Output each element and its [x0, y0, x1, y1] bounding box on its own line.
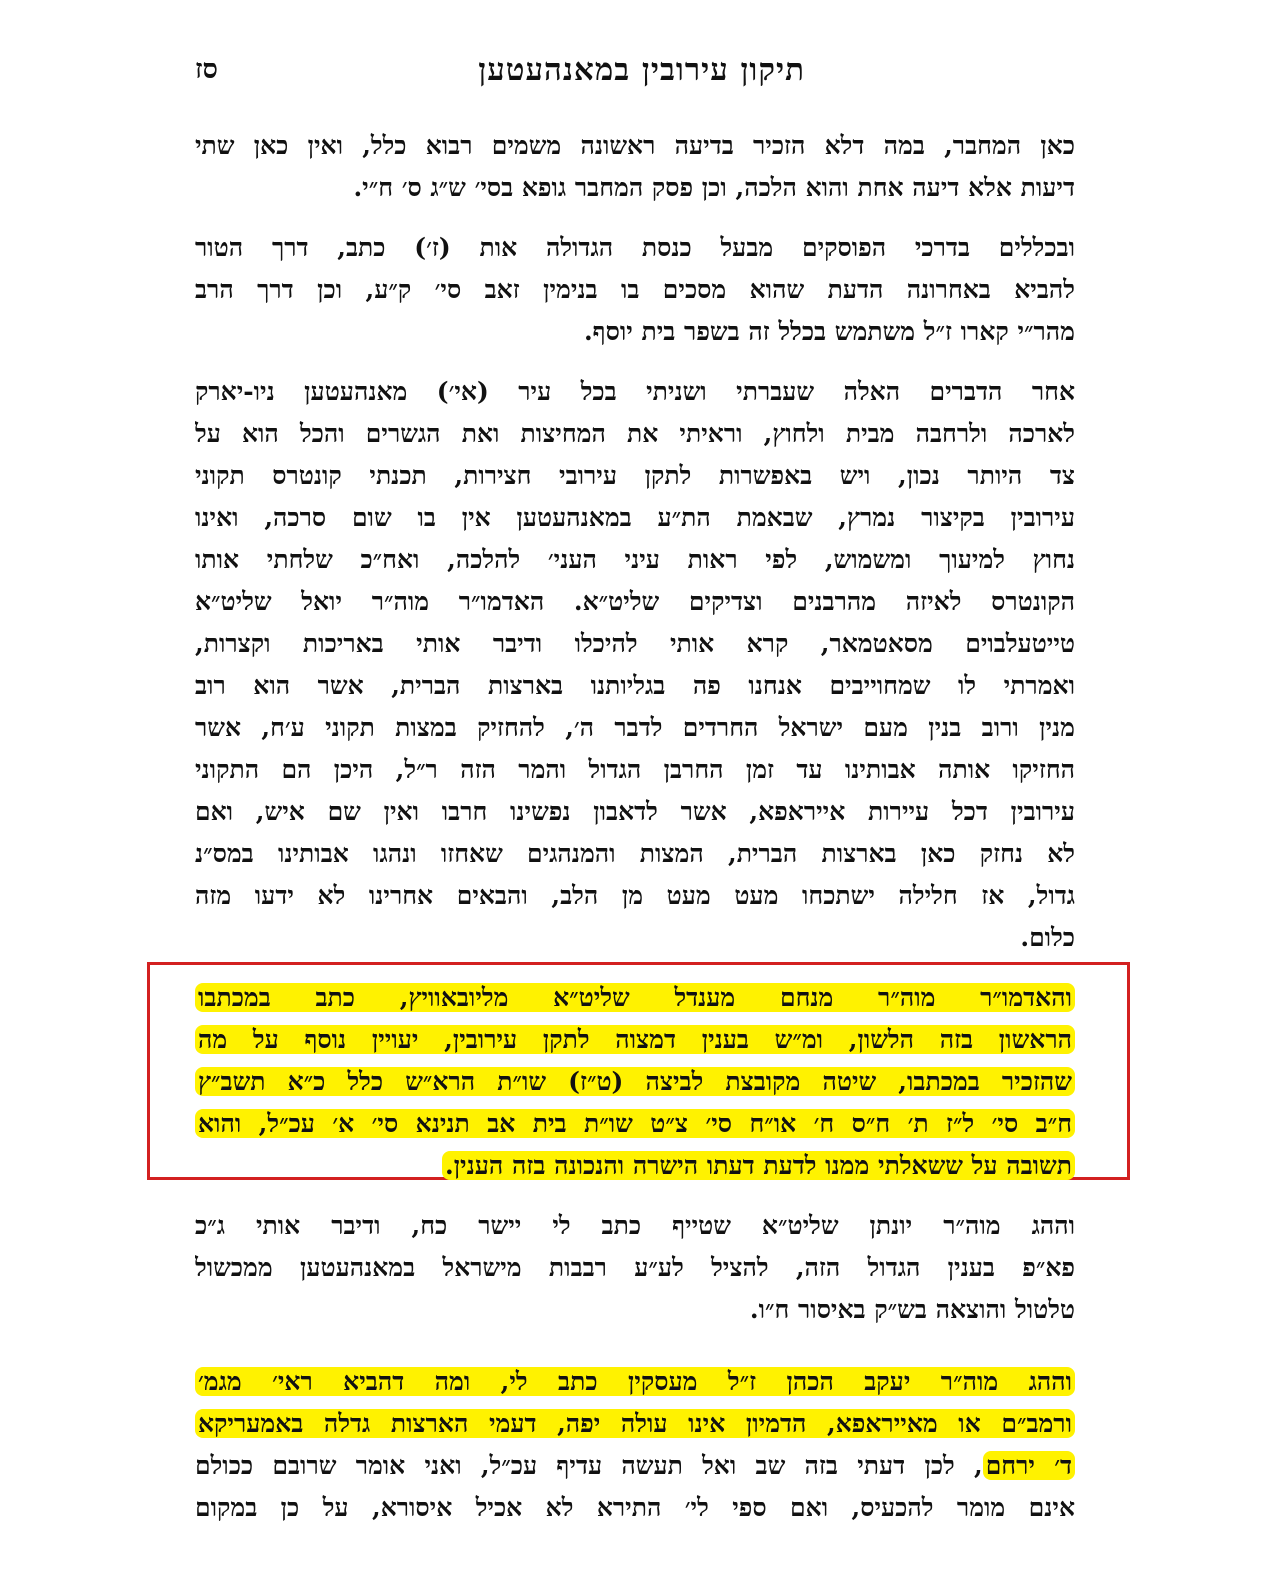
text-line: גדול, אז חלילה ישתכחו מעט מעט מן הלב, והבאים אחרינו לא ידעו מזה	[195, 881, 1075, 910]
text-line: פא״פ בענין הגדול הזה, להציל לע״ע רבבות מישראל במאנהעטען ממכשול	[195, 1253, 1075, 1282]
text-line	[195, 1361, 1075, 1403]
text-line: נחוץ למיעוך ומשמוש, לפי ראות עיני העני׳ להלכה, ואח״כ שלחתי אותו	[195, 545, 1075, 574]
highlighted-text: וההג מוה״ר יעקב הכהן ז״ל מעסקין כתב לי, ומה דהביא ראי׳ מגמ׳	[195, 1367, 1075, 1396]
paragraph-5	[195, 1205, 1075, 1331]
paragraph-6	[195, 1361, 1075, 1529]
paragraph-3	[195, 371, 1075, 959]
text-line: מהר״י קארו ז״ל משתמש בכלל זה בשפר בית יוסף.	[583, 317, 1075, 346]
text-line	[195, 1145, 1075, 1187]
highlighted-text: תשובה על ששאלתי ממנו לדעת דעתו הישרה והנכונה בזה הענין.	[442, 1151, 1075, 1180]
text-line: כאן המחבר, במה דלא הזכיר בדיעה ראשונה משמים רבוא כלל, ואין כאן שתי	[195, 131, 1075, 160]
text-line: וההג מוה״ר יונתן שליט״א שטייף כתב לי יישר כח, ודיבר אותי ג״כ	[195, 1211, 1075, 1240]
text-line: הקונטרס לאיזה מהרבנים וצדיקים שליט״א. האדמו״ר מוה״ר יואל שליט״א	[195, 587, 1075, 616]
page-number: סז	[195, 54, 218, 85]
text-line	[195, 1019, 1075, 1061]
highlighted-text: הראשון בזה הלשון, ומ״ש בענין דמצוה לתקן עירובין, יעויין נוסף על מה	[195, 1025, 1075, 1054]
text-line: החזיקו אותה אבותינו עד זמן החרבן הגדול והמר הזה ר״ל, היכן הם התקוני	[195, 755, 1075, 784]
text-line: מנין ורוב בנין מעם ישראל החרדים לדבר ה׳, להחזיק במצות תקוני ע׳ח, אשר	[195, 713, 1075, 742]
text-line	[195, 1061, 1075, 1103]
text-line: טלטול והוצאה בש״ק באיסור ח״ו.	[749, 1295, 1075, 1324]
highlighted-text: ורמב״ם או מאייראפא, הדמיון אינו עולה יפה, דעמי הארצות גדלה באמעריקא	[195, 1409, 1075, 1438]
text-line	[195, 1103, 1075, 1145]
text-line	[195, 1403, 1075, 1445]
text-line: כלום.	[1020, 923, 1075, 952]
text-line: להביא באחרונה הדעת שהוא מסכים בו בנימין זאב סי׳ ק״ע, וכן דרך הרב	[195, 275, 1075, 304]
text-line: אחר הדברים האלה שעברתי ושניתי בכל עיר (אי׳) מאנהעטען ניו-יארק	[195, 377, 1075, 406]
highlighted-text: שהזכיר במכתבו, שיטה מקובצת לביצה (ט״ז) שו״ת הרא״ש כלל כ״א תשב״ץ	[195, 1067, 1075, 1096]
page-header	[195, 52, 1075, 102]
paragraph-1	[195, 125, 1075, 209]
text-line: דיעות אלא דיעה אחת והוא הלכה, וכן פסק המחבר גופא בסי׳ ש״ג ס׳ ח״י.	[353, 173, 1075, 202]
text-line: אינם מומר להכעיס, ואם ספי לי׳ התירא לא אכיל איסורא, על כן במקום	[195, 1493, 1075, 1522]
text-line: ובכללים בדרכי הפוסקים מבעל כנסת הגדולה אות (ז׳) כתב, דרך הטור	[195, 233, 1075, 262]
highlighted-text: ד׳ ירחם	[983, 1451, 1075, 1480]
highlighted-text: והאדמו״ר מוה״ר מנחם מענדל שליט״א מליובאוויץ, כתב במכתבו	[195, 983, 1075, 1012]
text-line: עירובין בקיצור נמרץ, שבאמת הת״ע במאנהעטען אין בו שום סרכה, ואינו	[195, 503, 1075, 532]
paragraph-2	[195, 227, 1075, 353]
page-title: תיקון עירובין במאנהעטען	[478, 52, 805, 88]
text-line: לא נחזק כאן בארצות הברית, המצות והמנהגים שאחזו ונהגו אבותינו במס״נ	[195, 839, 1075, 868]
text-line: לארכה ולרחבה מבית ולחוץ, וראיתי את המחיצות ואת הגשרים והכל הוא על	[195, 419, 1075, 448]
text-line	[195, 977, 1075, 1019]
text-line: ד׳ ירחם, לכן דעתי בזה שב ואל תעשה עדיף עכ״ל, ואני אומר שרובם ככולם	[195, 1445, 1075, 1487]
paragraph-4-highlighted	[195, 977, 1075, 1187]
highlighted-text: ח״ב סי׳ ל״ז ת׳ ח״ס ח׳ או״ח סי׳ צ״ט שו״ת בית אב תנינא סי׳ א׳ עכ״ל, והוא	[195, 1109, 1075, 1138]
document-body	[195, 125, 1075, 1529]
text-line: צד היותר נכון, ויש באפשרות לתקן עירובי חצירות, תכנתי קונטרס תקוני	[195, 461, 1075, 490]
text-line: ואמרתי לו שמחוייבים אנחנו פה בגליותנו בארצות הברית, אשר הוא רוב	[195, 671, 1075, 700]
text-line: עירובין דכל עיירות אייראפא, אשר לדאבון נפשינו חרבו ואין שם איש, ואם	[195, 797, 1075, 826]
text-line: טייטעלבוים מסאטמאר, קרא אותי להיכלו ודיבר אותי באריכות וקצרות,	[195, 629, 1075, 658]
